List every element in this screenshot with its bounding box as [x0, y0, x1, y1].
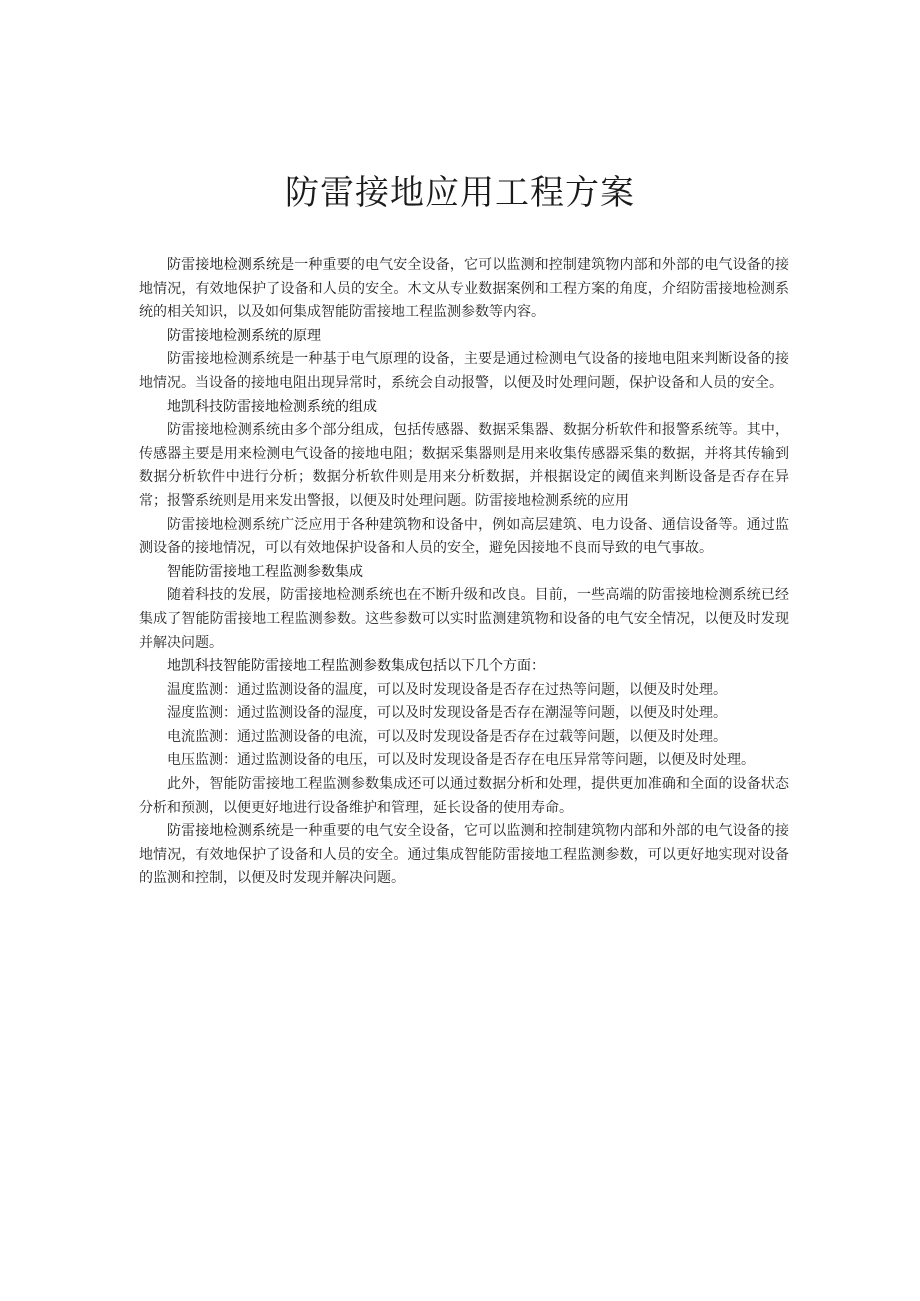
- parameter-item-voltage: 电压监测：通过监测设备的电压，可以及时发现设备是否存在电压异常等问题，以便及时处理。: [167, 752, 755, 769]
- integration-paragraph: 随着科技的发展，防雷接地检测系统也在不断升级和改良。目前，一些高端的防雷接地检测系统已经集成了智能防雷接地工程监测参数。这些参数可以实时监测建筑物和设备的电气安全情况，以便及时发现并解决问题。: [139, 587, 789, 651]
- section-heading-composition: 地凯科技防雷接地检测系统的组成: [167, 398, 377, 415]
- parameter-item-temperature: 温度监测：通过监测设备的温度，可以及时发现设备是否存在过热等问题，以便及时处理。: [167, 681, 727, 698]
- section-heading-parameters: 地凯科技智能防雷接地工程监测参数集成包括以下几个方面：: [167, 658, 545, 675]
- intro-lead-term: 防雷接地检测系统: [167, 257, 281, 273]
- parameter-item-current: 电流监测：通过监测设备的电流，可以及时发现设备是否存在过载等问题，以便及时处理。: [167, 728, 727, 745]
- conclusion-lead-term: 防雷接地检测系统: [167, 823, 281, 840]
- intro-text: 是一种重要的电气安全设备，它可以监测和控制建筑物内部和外部的电气设备的接地情况，有效地保护了设备和人员的安全。木文从专业数据案例和工程方案的角度，介绍防雷接地检测系统的相关知识，以及如何集成智能防雷接地工程监测参数等内容。: [139, 257, 790, 321]
- composition-paragraph: 防雷接地检测系统由多个部分组成，包括传感器、数据采集器、数据分析软件和报警系统等。其中，传感器主要是用来检测电气设备的接地电阻；数据采集器则是用来收集传感器采集的数据，并将其传输到数据分析软件中进行分析；数据分析软件则是用来分析数据，并根据设定的阈值来判断设备是否存在异常；报警系统则是用来发出警报，以便及时处理问题。防雷接地检测系统的应用: [139, 422, 789, 509]
- parameter-item-humidity: 湿度监测：通过监测设备的湿度，可以及时发现设备是否存在潮湿等问题，以便及时处理。: [167, 705, 727, 722]
- section-heading-principle: 防雷接地检测系统的原理: [167, 327, 321, 344]
- intro-paragraph: [139, 254, 789, 325]
- section-heading-integration: 智能防雷接地工程监测参数集成: [167, 563, 363, 580]
- parameters-extra-paragraph: 此外，智能防雷接地工程监测参数集成还可以通过数据分析和处理，提供更加准确和全面的设备状态分析和预测，以便更好地进行设备维护和管理，延长设备的使用寿命。: [139, 776, 789, 816]
- page-title: 防雷接地应用工程方案: [285, 172, 635, 213]
- application-paragraph: 防雷接地检测系统广泛应用于各种建筑物和设备中，例如高层建筑、电力设备、通信设备等。通过监测设备的接地情况，可以有效地保护设备和人员的安全，避免因接地不良而导致的电气事故。: [139, 516, 789, 557]
- conclusion-text: 是一种重要的电气安全设备，它可以监测和控制建筑物内部和外部的电气设备的接地情况，有效地保护了设备和人员的安全。通过集成智能防雷接地工程监测参数，可以更好地实现对设备的监测和控制，以便及时发现并解决问题。: [139, 823, 790, 887]
- conclusion-paragraph: [139, 820, 789, 891]
- document-body: [139, 254, 789, 891]
- principle-paragraph: 防雷接地检测系统是一种基于电气原理的设备，主要是通过检测电气设备的接地电阻来判断设备的接地情况。当设备的接地电阻出现异常时，系统会自动报警，以便及时处理问题，保护设备和人员的安全。: [139, 351, 789, 391]
